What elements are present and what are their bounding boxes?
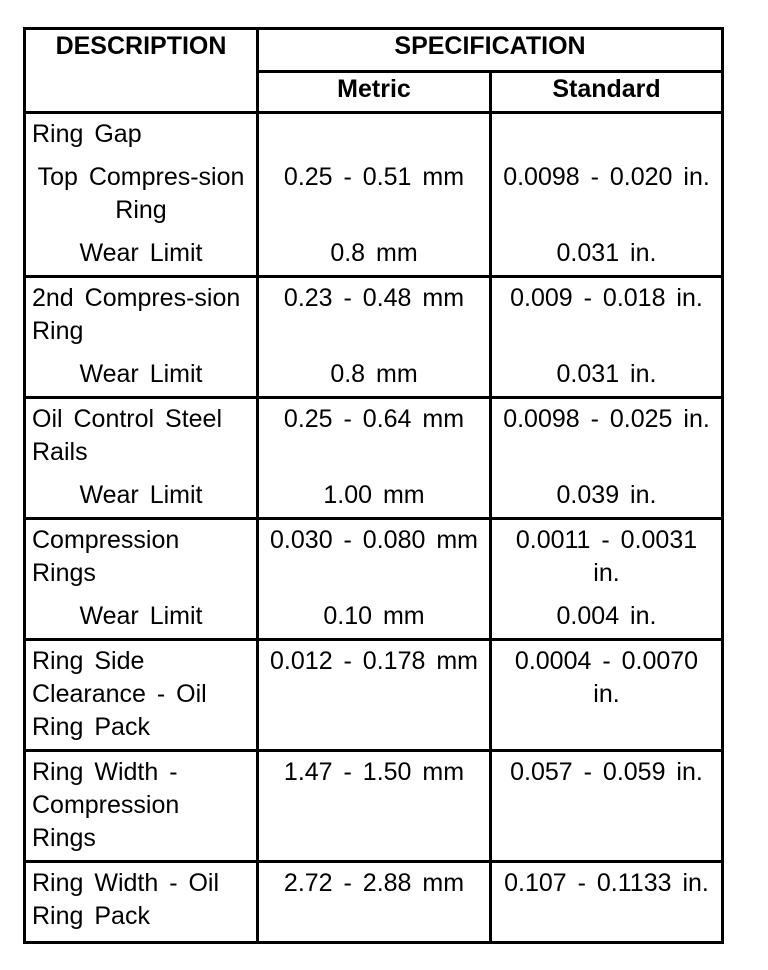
table-row [25, 113, 723, 152]
metric-cell: 1.00 mm [258, 469, 491, 519]
table-row [25, 227, 723, 277]
standard-cell: 0.009 - 0.018 in. [491, 277, 723, 349]
standard-cell: 0.039 in. [491, 469, 723, 519]
table-row [25, 751, 723, 862]
specification-table [23, 27, 724, 944]
metric-cell: 1.47 - 1.50 mm [258, 751, 491, 862]
standard-cell: 0.0011 - 0.0031 in. [491, 519, 723, 591]
metric-cell: 0.030 - 0.080 mm [258, 519, 491, 591]
metric-cell: 0.23 - 0.48 mm [258, 277, 491, 349]
header-specification: SPECIFICATION [258, 29, 723, 72]
metric-cell: 0.25 - 0.64 mm [258, 398, 491, 470]
header-description: DESCRIPTION [25, 29, 258, 113]
standard-cell: 0.031 in. [491, 227, 723, 277]
header-standard: Standard [491, 72, 723, 113]
metric-cell: 2.72 - 2.88 mm [258, 862, 491, 943]
description-cell: Oil Control Steel Rails [25, 398, 258, 470]
metric-cell: 0.10 mm [258, 590, 491, 640]
description-cell: Compression Rings [25, 519, 258, 591]
description-cell: Wear Limit [25, 348, 258, 398]
metric-cell [258, 113, 491, 152]
description-cell: Wear Limit [25, 227, 258, 277]
standard-cell: 0.107 - 0.1133 in. [491, 862, 723, 943]
header-metric: Metric [258, 72, 491, 113]
table-row [25, 862, 723, 943]
metric-cell: 0.012 - 0.178 mm [258, 640, 491, 751]
standard-cell [491, 113, 723, 152]
description-cell: 2nd Compres-sion Ring [25, 277, 258, 349]
description-cell: Ring Side Clearance - Oil Ring Pack [25, 640, 258, 751]
description-cell: Ring Width - Compression Rings [25, 751, 258, 862]
metric-cell: 0.8 mm [258, 227, 491, 277]
description-cell: Wear Limit [25, 590, 258, 640]
standard-cell: 0.0004 - 0.0070 in. [491, 640, 723, 751]
standard-cell: 0.004 in. [491, 590, 723, 640]
description-cell: Wear Limit [25, 469, 258, 519]
description-cell: Top Compres-sion Ring [25, 151, 258, 227]
metric-cell: 0.25 - 0.51 mm [258, 151, 491, 227]
description-cell: Ring Gap [25, 113, 258, 152]
standard-cell: 0.0098 - 0.020 in. [491, 151, 723, 227]
table-row [25, 348, 723, 398]
table-row [25, 640, 723, 751]
standard-cell: 0.0098 - 0.025 in. [491, 398, 723, 470]
standard-cell: 0.057 - 0.059 in. [491, 751, 723, 862]
table-row [25, 151, 723, 227]
table-row [25, 469, 723, 519]
table-row [25, 398, 723, 470]
standard-cell: 0.031 in. [491, 348, 723, 398]
table-row [25, 519, 723, 591]
metric-cell: 0.8 mm [258, 348, 491, 398]
description-cell: Ring Width - Oil Ring Pack [25, 862, 258, 943]
table-row [25, 590, 723, 640]
table-row [25, 277, 723, 349]
